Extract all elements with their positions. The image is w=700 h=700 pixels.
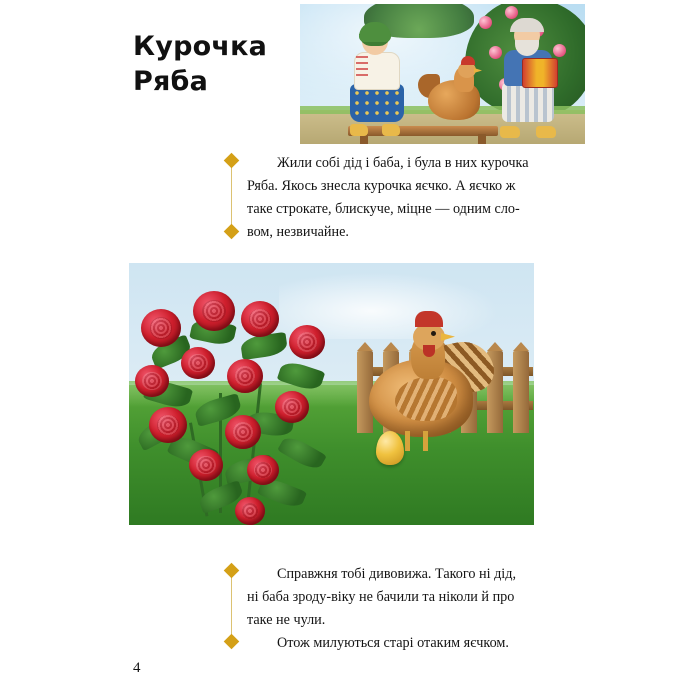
page-number: 4 [133, 660, 141, 676]
boot [382, 124, 400, 136]
ornament-rule-bottom [226, 565, 237, 647]
rose-bush-main [129, 273, 379, 525]
paragraph-closing [247, 563, 547, 655]
hen-beak [474, 68, 482, 73]
paragraph-line: Отож милуються старі отаким яєчком. [277, 635, 509, 651]
accordion-instrument [522, 58, 558, 88]
fence-picket [513, 351, 529, 433]
rose-flower [225, 415, 261, 449]
ornament-diamond-icon [224, 634, 240, 650]
ornament-rule-top [226, 155, 237, 237]
rose-flower [193, 291, 235, 331]
boot [500, 126, 520, 138]
ornament-diamond-icon [224, 563, 240, 579]
leaf [277, 359, 326, 394]
boot [536, 126, 556, 138]
hen-wing [395, 377, 457, 421]
rose-flower [235, 497, 265, 525]
rose-flower [227, 359, 263, 393]
title-line-2: Ряба [133, 65, 208, 97]
hen-comb [415, 311, 443, 327]
hen-leg [423, 431, 428, 451]
hen-beak [441, 333, 455, 341]
hen-eye [431, 331, 436, 336]
rose-flower [247, 455, 279, 485]
skirt-pattern [352, 88, 402, 118]
paragraph-line: Справжня тобі дивовижа. Такого ні дід, [277, 566, 516, 582]
rose-flower [289, 325, 325, 359]
ornament-diamond-icon [224, 153, 240, 169]
hair [510, 18, 544, 32]
ornament-stem [231, 573, 232, 639]
grandfather-figure [496, 18, 566, 136]
paragraph-line: таке не чули. [247, 612, 326, 628]
paragraph-line: таке строкате, блискуче, міцне — одним сло- [247, 201, 520, 217]
rose-flower [181, 347, 215, 379]
sleeve-embroidery [356, 56, 368, 78]
paragraph-line: Жили собі дід і баба, і була в них курочка [277, 155, 529, 171]
hen-leg [405, 431, 410, 451]
trousers [502, 82, 554, 122]
ornament-diamond-icon [224, 224, 240, 240]
title-line-1: Курочка [133, 31, 268, 62]
hen-comb [461, 56, 475, 65]
paragraph-line: ні баба зроду-віку не бачили та ніколи й про [247, 589, 515, 605]
leaf [277, 433, 327, 473]
rose-flower [141, 309, 181, 347]
paragraph-intro [247, 152, 547, 244]
rose-flower [189, 449, 223, 481]
hen-wattle [423, 345, 435, 357]
boot [350, 124, 368, 136]
page-title [133, 30, 323, 99]
blossom-icon [479, 16, 492, 29]
header-illustration [300, 4, 585, 144]
paragraph-line: Ряба. Якось знесла курочка яєчко. А яєчко ж [247, 178, 516, 194]
rose-flower [241, 301, 279, 337]
rose-flower [135, 365, 169, 397]
paragraph-line: вом, незвичайне. [247, 224, 349, 240]
rose-flower [149, 407, 187, 443]
grandmother-figure [346, 22, 408, 134]
kerchief [359, 22, 391, 42]
ornament-stem [231, 163, 232, 229]
golden-egg [376, 431, 404, 465]
main-illustration [129, 263, 534, 525]
hen-figure-header [424, 64, 486, 128]
bench-leg [478, 134, 486, 144]
rose-flower [275, 391, 309, 423]
